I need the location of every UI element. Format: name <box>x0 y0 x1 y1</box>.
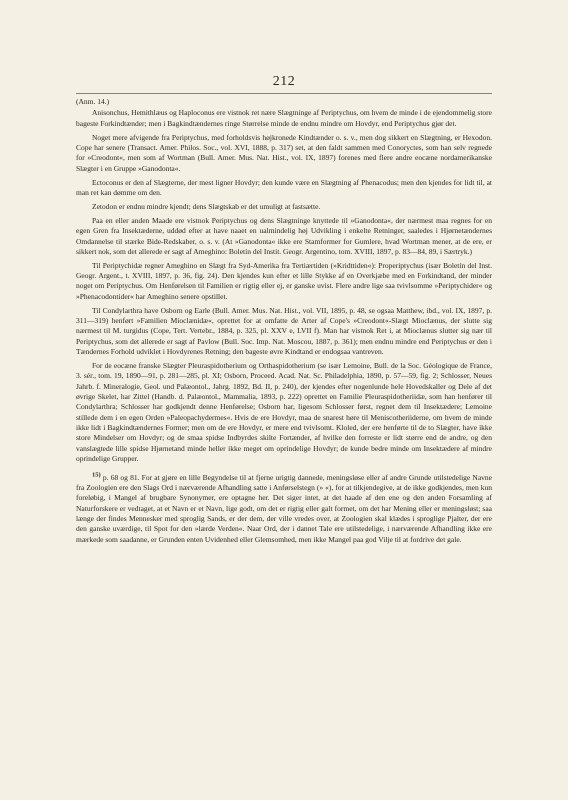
note-label: (Anm. 14.) <box>76 97 110 106</box>
body-text <box>76 97 492 549</box>
paragraph: Til Periptychidæ regner Ameghino en Slægt fra Syd-Amerika fra Tertiærtiden (»Kridttiden«): Properiptychus (især Boletín del Inst. Geogr. Argent., t. XVIII, 1897, p. 36, fig. 24). Den kjendes kun efter et lille Stykke af en Overkjæbe med en Forkindtand, der minder noget om Periptychus. Om Henførelsen til Familien er rigtig eller ej, er ganske uvist. Flere andre lige saa tvivlsomme »Periptychider« og »Phenacodontider« har Ameghino senere opstillet. <box>76 260 492 301</box>
page-number: 212 <box>272 74 296 89</box>
footnote-marker: 15) <box>92 471 101 478</box>
paragraph: Noget mere afvigende fra Periptychus, med forholdsvis højkronede Kindtænder o. s. v., men dog sikkert en Slægtning, er Hexodon. Cope har senere (Transact. Amer. Philos. Soc., vol. XVI, 1888, p. 317) set, at den faldt sammen med Conoryctes, som han selv regnede for »Creodont«, men som af Wortman (Bull. Amer. Mus. Nat. Hist., vol. IX, 1897) forenes med flere andre eocæne nordamerikanske Slægter i en Gruppe »Ganodonta«. <box>76 132 492 173</box>
paragraph: Til Condylarthra have Osborn og Earle (Bull. Amer. Mus. Nat. Hist., vol. VII, 1895, p. 48, se ogsaa Matthew, ibd., vol. IX, 1897, p. 311—319) henført »Familien Mioclænidæ«, oprettet for at omfatte de Arter af Cope's »Creodont«-Slægt Mioclænus, der slutte sig nærmest til M. turgidus (Cope, Tert. Vertebr., 1884, p. 325, pl. XXV e, LVII f). Man har vistnok Ret i, at Mioclænus slutter sig nær til Periptychus, som det allerede er sagt af Pavlow (Bull. Soc. Imp. Nat. Moscou, 1887, p. 361); men endnu mindre end Periptychus er den i Tændernes Forhold udviklet i Hovdyrenes Retning; den bageste øvre Kindtand er endogsaa vantreven. <box>76 305 492 357</box>
footnote <box>76 473 492 545</box>
paragraph: Ectoconus er den af Slægterne, der mest ligner Hovdyr; den kunde være en Slægtning af Phenacodus; men den kjendes for lidt til, at man ret kan dømme om den. <box>76 177 492 197</box>
header-rule <box>76 93 492 94</box>
paragraph: Zetodon er endnu mindre kjendt; dens Slægtskab er det umuligt at fastsætte. <box>92 201 321 211</box>
paragraph: Anisonchus, Hemithlæus og Haploconus ere vistnok ret nære Slægtninge af Periptychus, om hvem de minde i de ejendommelig store bageste Forkindtænder; men i Bagkindtændernes ringe Størrelse minde de endnu mindre om Hovdyr, end Periptychus gjør det. <box>76 108 492 128</box>
paragraph: Paa en eller anden Maade ere vistnok Periptychus og dens Slægtninge knyttede til »Ganodonta«, der nærmest maa regnes for en egen Gren fra Insektæderne, uddød efter at have naaet en ualmindelig høj Udvikling i enkelte Retninger, saaledes i Hjørnetændernes Omdannelse til stærke Bide-Redskaber, o. s. v. (At »Ganodonta« ikke ere Stamformer for Gumlere, hvad Wortman mener, at de ere, er sikkert nok, som det allerede er sagt af Ameghino: Boletín del Instit. Geogr. Argentino, tom. XVIII, 1897, p. 83—84, 89, i Særtryk.) <box>76 215 492 256</box>
footnote-text: p. 68 og 81. For at gjøre en lille Begyndelse til at fjerne urigtig dannede, meningsløse eller af andre Grunde utilstedelige Navne fra Zoologien ere den Slags Ord i nærværende Afhandling satte i Anførselstegn (» «), for at tilkjendegive, at de ikke godkjendes, men kun foreløbig, i Mangel af brugbare Synonymer, ere optagne her. Det siger intet, at det haade af den ene og den anden Forsamling af Naturforskere er vedtaget, at et Navn er et Navn, lige godt, om det er rigtig eller galt formet, om det har Mening eller er meningsløst; saa længe der findes Mennesker med sproglig Sands, er der dem, der ville vredes over, at Zoologien skal klædes i sproglige Pjalter, der ere den ganske uværdige, til Spot for den »lærde Verden«. Naar Ord, der i dannet Tale ere utilstedelige, i nærværende Afhandling ikke ere mærkede som saadanne, er Grunden enten Uvidenhed eller Glemsomhed, men ikke Mangel paa god Vilje til at fordrive det gale. <box>76 472 493 544</box>
paragraph: For de eocæne franske Slægter Pleuraspidotherium og Orthaspidotherium (se især Lemoine, Bull. de la Soc. Géologique de France, 3. sér., tom. 19, 1890—91, p. 281—285, pl. XI; Osborn, Proceed. Acad. Nat. Sc. Philadelphia, 1890, p. 57—59, fig. 2; Schlosser, Neues Jahrb. f. Mineralogie, Geol. und Palæontol., Jahrg. 1892, Bd. II, p. 240), der kjendes efter nogenlunde hele Hovedskaller og Dele af det øvrige Skelet, har Zittel (Handb. d. Palæontol., Mammalia, 1893, p. 222) oprettet en Familie Pleuraspidotheriidæ, som han henfører til Condylarthra; Schlosser har godkjendt denne Henførelse; Osborn har, ligesom Schlosser først, regnet dem til Insektædere; Lemoine stillede dem i en egen Orden »Paleopachydermes«. Hvis de ere Hovdyr, maa de snarest høre til Meniscotheriiderne, om hvem de minde ikke lidt i Bagkindtændernes Former; men om de ere Hovdyr, er mere end tvivlsomt. Kloled, der ere henførte til de to Slægter, have ikke store Mindelser om Hovdyr; og de smaa spidse Indbyrdes skilte Fortænder, af hvilke den forreste er lidt større end de andre, og den vanslægtede lille spidse Hjørnetand minde heller ikke meget om oprindelige Hovdyr; de kunde bedre minde om Insektædere af mindre oprindelige Grupper. <box>76 361 492 464</box>
